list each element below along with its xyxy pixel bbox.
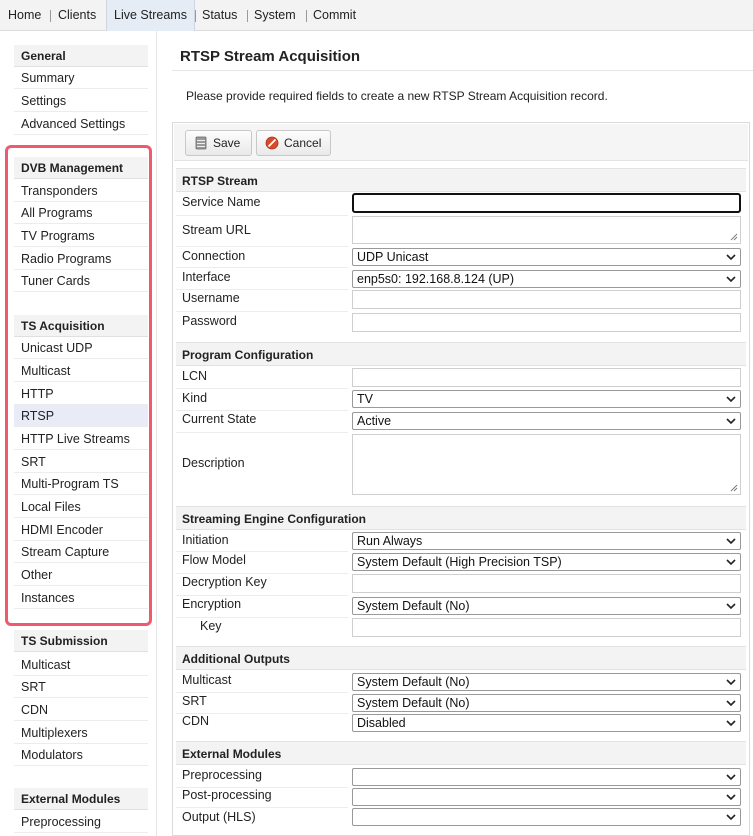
section-additional-outputs: Additional Outputs [176, 646, 746, 670]
page-description: Please provide required fields to create a new RTSP Stream Acquisition record. [186, 89, 608, 103]
decryption-key-input[interactable] [352, 574, 741, 593]
key-label: Key [200, 619, 222, 633]
output-hls-label: Output (HLS) [182, 810, 256, 824]
srt-output-select[interactable] [352, 694, 741, 712]
nav-home[interactable]: Home [8, 8, 42, 22]
sidebar-item-submission-multicast[interactable]: Multicast [14, 654, 148, 676]
postprocessing-select[interactable] [352, 788, 741, 806]
interface-select[interactable] [352, 270, 741, 288]
sidebar-item-advanced-settings[interactable]: Advanced Settings [14, 113, 148, 135]
sidebar-item-srt[interactable]: SRT [14, 451, 148, 473]
postprocessing-label: Post-processing [182, 788, 272, 802]
multicast-output-value: System Default (No) [357, 675, 470, 689]
chevron-down-icon [726, 417, 736, 425]
sidebar-item-radio-programs[interactable]: Radio Programs [14, 248, 148, 270]
chevron-down-icon [726, 253, 736, 261]
multicast-output-label: Multicast [182, 673, 232, 687]
sidebar-item-multi-program-ts[interactable]: Multi-Program TS [14, 473, 148, 495]
encryption-value: System Default (No) [357, 599, 470, 613]
sidebar-item-preprocessing[interactable]: Preprocessing [14, 811, 148, 833]
sidebar-heading-general: General [14, 45, 148, 67]
description-label: Description [182, 456, 245, 470]
cancel-button[interactable] [256, 130, 331, 156]
stream-url-label: Stream URL [182, 223, 251, 237]
stream-url-textarea[interactable] [352, 216, 741, 244]
section-program-configuration: Program Configuration [176, 342, 746, 366]
row-divider [176, 617, 348, 618]
key-input[interactable] [352, 618, 741, 637]
sidebar-heading-ts-acquisition: TS Acquisition [14, 315, 148, 337]
lcn-label: LCN [182, 369, 208, 383]
kind-select[interactable] [352, 390, 741, 408]
nav-system[interactable]: System [254, 8, 296, 22]
flow-model-value: System Default (High Precision TSP) [357, 555, 562, 569]
password-input[interactable] [352, 313, 741, 332]
row-divider [176, 410, 348, 411]
sidebar-item-submission-cdn[interactable]: CDN [14, 699, 148, 721]
section-streaming-engine-configuration: Streaming Engine Configuration [176, 506, 746, 530]
interface-label: Interface [182, 270, 231, 284]
sidebar-item-submission-srt[interactable]: SRT [14, 676, 148, 698]
cancel-icon [265, 136, 279, 150]
database-icon [194, 136, 208, 150]
sidebar-item-tv-programs[interactable]: TV Programs [14, 225, 148, 247]
cdn-output-value: Disabled [357, 716, 406, 730]
sidebar-heading-dvb-management: DVB Management [14, 157, 148, 179]
sidebar-item-rtsp[interactable]: RTSP [14, 405, 148, 427]
sidebar-item-transponders[interactable]: Transponders [14, 180, 148, 202]
connection-select[interactable] [352, 248, 741, 266]
flow-model-select[interactable] [352, 553, 741, 571]
chevron-down-icon [726, 678, 736, 686]
output-hls-select[interactable] [352, 808, 741, 826]
chevron-down-icon [726, 602, 736, 610]
preprocessing-label: Preprocessing [182, 768, 262, 782]
srt-output-value: System Default (No) [357, 696, 470, 710]
sidebar-item-multicast[interactable]: Multicast [14, 360, 148, 382]
connection-value: UDP Unicast [357, 250, 429, 264]
kind-label: Kind [182, 391, 208, 405]
sidebar-item-multiplexers[interactable]: Multiplexers [14, 722, 148, 744]
chevron-down-icon [726, 699, 736, 707]
row-divider [176, 595, 348, 596]
encryption-select[interactable] [352, 597, 741, 615]
sidebar-item-http[interactable]: HTTP [14, 383, 148, 405]
sidebar-item-settings[interactable]: Settings [14, 90, 148, 112]
chevron-down-icon [726, 395, 736, 403]
chevron-down-icon [726, 537, 736, 545]
connection-label: Connection [182, 249, 246, 263]
top-navigation [0, 0, 753, 31]
chevron-down-icon [726, 773, 736, 781]
section-rtsp-stream: RTSP Stream [176, 168, 746, 192]
sidebar [0, 31, 157, 836]
row-divider [176, 289, 348, 290]
password-label: Password [182, 314, 237, 328]
page-title: RTSP Stream Acquisition [180, 48, 361, 65]
save-button-label: Save [213, 136, 241, 150]
initiation-value: Run Always [357, 534, 423, 548]
current-state-label: Current State [182, 412, 257, 426]
initiation-label: Initiation [182, 533, 229, 547]
sidebar-item-instances[interactable]: Instances [14, 587, 148, 609]
cancel-button-label: Cancel [284, 136, 322, 150]
sidebar-item-summary[interactable]: Summary [14, 67, 148, 89]
title-divider [172, 70, 753, 71]
encryption-label: Encryption [182, 597, 242, 611]
sidebar-item-unicast-udp[interactable]: Unicast UDP [14, 337, 148, 359]
username-label: Username [182, 291, 240, 305]
nav-status[interactable]: Status [202, 8, 238, 22]
lcn-input[interactable] [352, 368, 741, 387]
sidebar-item-http-live-streams[interactable]: HTTP Live Streams [14, 428, 148, 450]
row-divider [176, 215, 348, 216]
current-state-select[interactable] [352, 412, 741, 430]
save-button[interactable] [185, 130, 252, 156]
row-divider [176, 807, 348, 808]
current-state-value: Active [357, 414, 392, 428]
srt-output-label: SRT [182, 694, 207, 708]
cdn-output-select[interactable] [352, 714, 741, 732]
nav-live-streams[interactable]: Live Streams [106, 0, 195, 31]
nav-commit[interactable]: Commit [313, 8, 357, 22]
multicast-output-select[interactable] [352, 673, 741, 691]
service-name-input[interactable] [352, 193, 741, 213]
sidebar-item-stream-capture[interactable]: Stream Capture [14, 541, 148, 563]
row-divider [176, 573, 348, 574]
flow-model-label: Flow Model [182, 553, 246, 567]
row-divider [176, 311, 348, 312]
chevron-down-icon [726, 813, 736, 821]
sidebar-heading-ts-submission: TS Submission [14, 630, 148, 652]
nav-clients[interactable]: Clients [58, 8, 97, 22]
chevron-down-icon [726, 719, 736, 727]
row-divider [176, 432, 348, 433]
section-external-modules: External Modules [176, 741, 746, 765]
row-divider [176, 246, 348, 247]
sidebar-item-other[interactable]: Other [14, 564, 148, 586]
sidebar-item-local-files[interactable]: Local Files [14, 496, 148, 518]
chevron-down-icon [726, 793, 736, 801]
chevron-down-icon [726, 275, 736, 283]
row-divider [176, 692, 348, 693]
resize-grip-icon[interactable] [730, 484, 738, 492]
sidebar-item-tuner-cards[interactable]: Tuner Cards [14, 270, 148, 292]
service-name-label: Service Name [182, 195, 261, 209]
decryption-key-label: Decryption Key [182, 575, 267, 589]
row-divider [176, 551, 348, 552]
username-input[interactable] [352, 290, 741, 309]
description-textarea[interactable] [352, 434, 741, 495]
preprocessing-select[interactable] [352, 768, 741, 786]
kind-value: TV [357, 392, 373, 406]
sidebar-item-all-programs[interactable]: All Programs [14, 202, 148, 224]
row-divider [176, 267, 348, 268]
form-toolbar [174, 124, 748, 161]
sidebar-item-modulators[interactable]: Modulators [14, 744, 148, 766]
initiation-select[interactable] [352, 532, 741, 550]
sidebar-item-hdmi-encoder[interactable]: HDMI Encoder [14, 519, 148, 541]
resize-grip-icon[interactable] [730, 233, 738, 241]
sidebar-heading-external-modules: External Modules [14, 788, 148, 810]
cdn-output-label: CDN [182, 714, 210, 728]
interface-value: enp5s0: 192.168.8.124 (UP) [357, 272, 515, 286]
row-divider [176, 388, 348, 389]
chevron-down-icon [726, 558, 736, 566]
